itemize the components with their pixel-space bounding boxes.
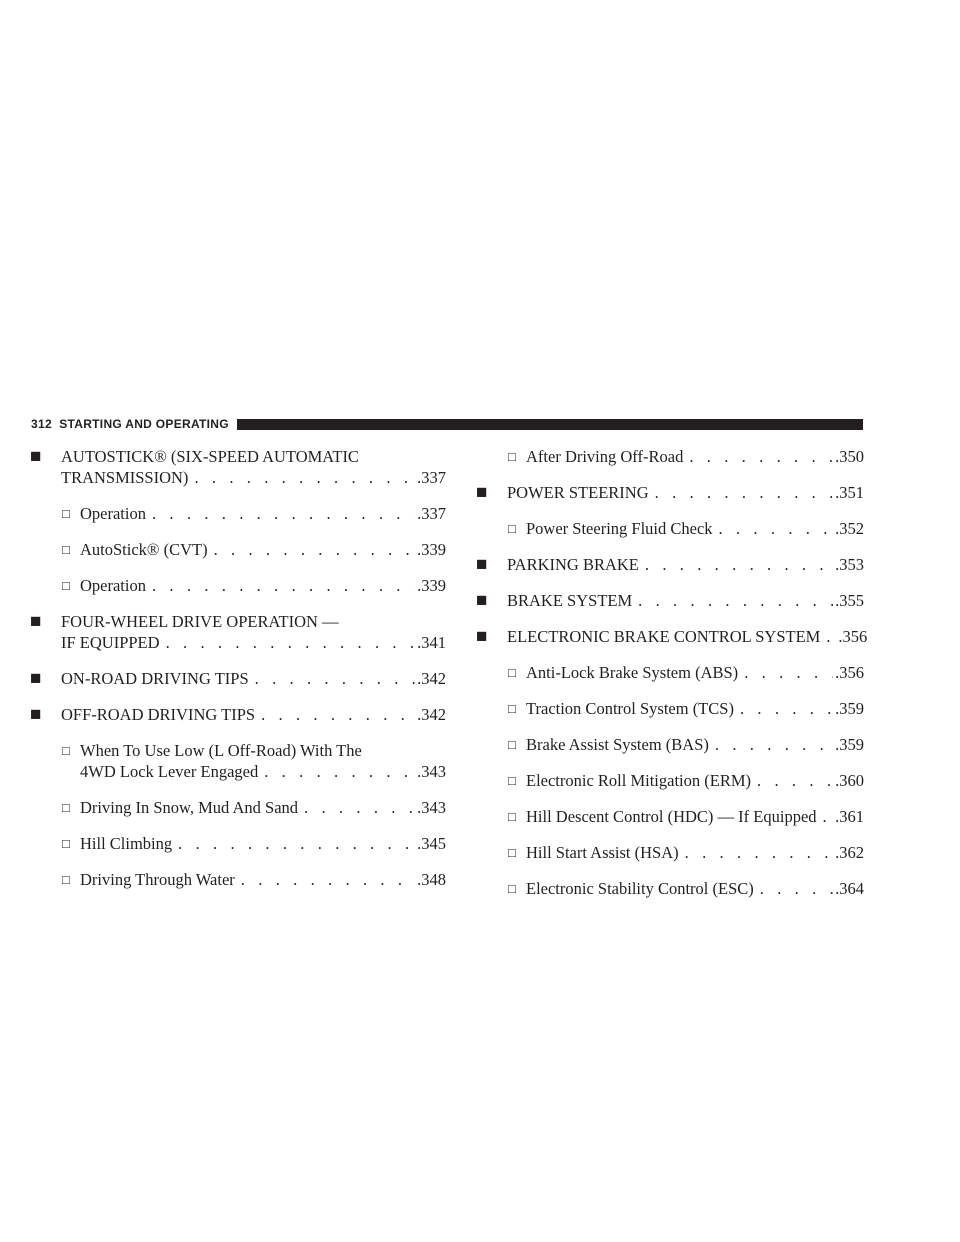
toc-page-number: .348 [417, 870, 446, 889]
toc-page-number: .360 [835, 771, 864, 790]
toc-section-entry[interactable] [30, 668, 446, 689]
dot-leader [713, 518, 834, 539]
dot-leader [632, 590, 833, 611]
hollow-square-bullet-icon: □ [62, 872, 70, 887]
hollow-square-bullet-icon: □ [62, 743, 70, 758]
toc-entry-row [526, 878, 864, 899]
toc-page-number: .355 [835, 591, 864, 610]
toc-page-number: .342 [417, 705, 446, 724]
toc-entry-row [526, 806, 864, 827]
toc-section-entry[interactable] [476, 554, 864, 575]
toc-entry-row [80, 869, 446, 890]
hollow-square-bullet-icon: □ [508, 737, 516, 752]
toc-page-number: .350 [835, 447, 864, 466]
toc-section-entry[interactable] [476, 590, 864, 611]
toc-entry-row [80, 503, 446, 524]
toc-entry-row [526, 734, 864, 755]
toc-entry-row [80, 539, 446, 560]
dot-leader [258, 761, 415, 782]
toc-entry-title-line1: When To Use Low (L Off-Road) With The [80, 741, 362, 760]
hollow-square-bullet-icon: □ [62, 836, 70, 851]
toc-page-number: .356 [835, 663, 864, 682]
toc-entry-row [80, 575, 446, 596]
toc-page-number: .343 [417, 798, 446, 817]
toc-entry-row [80, 797, 446, 818]
toc-entry-title: ELECTRONIC BRAKE CONTROL SYSTEM [507, 627, 821, 646]
toc-entry-title: Hill Descent Control (HDC) — If Equipped [526, 807, 817, 826]
dot-leader [817, 806, 834, 827]
toc-subsection-entry[interactable] [476, 446, 864, 467]
toc-entry-title: POWER STEERING [507, 483, 649, 502]
dot-leader [639, 554, 833, 575]
page-header [31, 416, 863, 432]
hollow-square-bullet-icon: □ [62, 578, 70, 593]
toc-entry-title: Anti-Lock Brake System (ABS) [526, 663, 739, 682]
hollow-square-bullet-icon: □ [508, 521, 516, 536]
toc-subsection-entry[interactable] [476, 518, 864, 539]
toc-entry-title: Hill Climbing [80, 834, 173, 853]
dot-leader [172, 833, 415, 854]
toc-page-number: .342 [417, 669, 446, 688]
toc-page-number: .343 [417, 762, 446, 781]
toc-section-entry[interactable] [476, 626, 868, 647]
toc-section-entry[interactable] [30, 446, 446, 488]
toc-entry-title-line1: AUTOSTICK® (SIX-SPEED AUTOMATIC [61, 447, 359, 466]
toc-section-entry[interactable] [30, 704, 446, 725]
filled-square-bullet-icon: ■ [476, 626, 488, 647]
toc-entry-row [526, 698, 864, 719]
toc-page-number: .337 [417, 468, 446, 487]
toc-page-number: .364 [835, 879, 864, 898]
toc-entry-row [526, 446, 864, 467]
toc-entry-row [526, 518, 864, 539]
toc-page-number: .359 [835, 699, 864, 718]
filled-square-bullet-icon: ■ [476, 554, 488, 575]
hollow-square-bullet-icon: □ [508, 449, 516, 464]
toc-entry-title: After Driving Off-Road [526, 447, 684, 466]
dot-leader [820, 626, 836, 647]
toc-right-column [476, 446, 868, 914]
dot-leader [235, 869, 415, 890]
toc-page-number: .356 [838, 627, 868, 646]
toc-entry-title: Driving Through Water [80, 870, 235, 889]
hollow-square-bullet-icon: □ [508, 845, 516, 860]
toc-entry-row [507, 590, 864, 611]
toc-entry-row [61, 632, 446, 653]
toc-entry-title-line1: FOUR-WHEEL DRIVE OPERATION — [61, 612, 339, 631]
page-header-text [31, 417, 237, 431]
toc-entry-row [507, 554, 864, 575]
toc-entry-row [61, 704, 446, 725]
toc-page-number: .341 [417, 633, 446, 652]
toc-subsection-entry[interactable] [476, 842, 864, 863]
toc-subsection-entry[interactable] [30, 503, 446, 524]
toc-subsection-entry[interactable] [30, 833, 446, 854]
toc-entry-title: AutoStick® (CVT) [80, 540, 208, 559]
dot-leader [751, 770, 833, 791]
dot-leader [160, 632, 416, 653]
hollow-square-bullet-icon: □ [508, 881, 516, 896]
dot-leader [738, 662, 833, 683]
toc-entry-title: OFF-ROAD DRIVING TIPS [61, 705, 256, 724]
hollow-square-bullet-icon: □ [508, 701, 516, 716]
toc-entry-title: Operation [80, 576, 146, 595]
toc-entry-title: 4WD Lock Lever Engaged [80, 762, 259, 781]
toc-entry-row [507, 626, 868, 647]
toc-page-number: .339 [417, 576, 446, 595]
dot-leader [683, 446, 833, 467]
toc-page-number: .351 [835, 483, 864, 502]
hollow-square-bullet-icon: □ [62, 542, 70, 557]
toc-section-entry[interactable] [30, 611, 446, 653]
page-number: 312 [31, 417, 52, 431]
toc-entry-title: BRAKE SYSTEM [507, 591, 633, 610]
header-rule [237, 419, 863, 430]
dot-leader [679, 842, 833, 863]
toc-entry-title: IF EQUIPPED [61, 633, 160, 652]
filled-square-bullet-icon: ■ [30, 704, 42, 725]
dot-leader [208, 539, 416, 560]
dot-leader [249, 668, 416, 689]
section-title: STARTING AND OPERATING [59, 417, 229, 431]
toc-subsection-entry[interactable] [476, 878, 864, 899]
dot-leader [754, 878, 833, 899]
toc-entry-row [61, 668, 446, 689]
toc-entry-title: Hill Start Assist (HSA) [526, 843, 679, 862]
toc-entry-title: Traction Control System (TCS) [526, 699, 734, 718]
toc-subsection-entry[interactable] [30, 575, 446, 596]
toc-subsection-entry[interactable] [30, 869, 446, 890]
toc-entry-title: Electronic Stability Control (ESC) [526, 879, 754, 898]
toc-entry-row [526, 662, 864, 683]
toc-entry-title: Brake Assist System (BAS) [526, 735, 709, 754]
toc-page-number: .361 [835, 807, 864, 826]
toc-subsection-entry[interactable] [476, 734, 864, 755]
toc-page-number: .352 [835, 519, 864, 538]
toc-entry-title: Operation [80, 504, 146, 523]
toc-subsection-entry[interactable] [476, 698, 864, 719]
dot-leader [188, 467, 415, 488]
hollow-square-bullet-icon: □ [508, 773, 516, 788]
toc-subsection-entry[interactable] [30, 539, 446, 560]
toc-page-number: .345 [417, 834, 446, 853]
toc-entry-title: Power Steering Fluid Check [526, 519, 713, 538]
hollow-square-bullet-icon: □ [508, 665, 516, 680]
dot-leader [146, 503, 415, 524]
toc-section-entry[interactable] [476, 482, 864, 503]
dot-leader [709, 734, 833, 755]
toc-entry-row [507, 482, 864, 503]
toc-page-number: .337 [417, 504, 446, 523]
toc-left-column [30, 446, 446, 905]
toc-subsection-entry[interactable] [476, 662, 864, 683]
hollow-square-bullet-icon: □ [62, 506, 70, 521]
filled-square-bullet-icon: ■ [30, 446, 42, 467]
filled-square-bullet-icon: ■ [476, 590, 488, 611]
toc-entry-title: TRANSMISSION) [61, 468, 189, 487]
toc-subsection-entry[interactable] [30, 797, 446, 818]
dot-leader [146, 575, 415, 596]
filled-square-bullet-icon: ■ [30, 668, 42, 689]
dot-leader [298, 797, 415, 818]
toc-entry-row [526, 770, 864, 791]
dot-leader [734, 698, 833, 719]
dot-leader [255, 704, 415, 725]
toc-subsection-entry[interactable] [476, 770, 864, 791]
toc-entry-row [80, 833, 446, 854]
toc-subsection-entry[interactable] [30, 740, 446, 782]
toc-entry-title: ON-ROAD DRIVING TIPS [61, 669, 249, 688]
toc-subsection-entry[interactable] [476, 806, 864, 827]
toc-page-number: .359 [835, 735, 864, 754]
toc-page-number: .353 [835, 555, 864, 574]
dot-leader [649, 482, 834, 503]
toc-page-number: .362 [835, 843, 864, 862]
filled-square-bullet-icon: ■ [476, 482, 488, 503]
toc-entry-title: Electronic Roll Mitigation (ERM) [526, 771, 752, 790]
filled-square-bullet-icon: ■ [30, 611, 42, 632]
toc-entry-row [526, 842, 864, 863]
hollow-square-bullet-icon: □ [508, 809, 516, 824]
toc-entry-title: Driving In Snow, Mud And Sand [80, 798, 299, 817]
toc-entry-row [61, 467, 446, 488]
toc-page-number: .339 [417, 540, 446, 559]
toc-entry-title: PARKING BRAKE [507, 555, 639, 574]
toc-entry-row [80, 761, 446, 782]
hollow-square-bullet-icon: □ [62, 800, 70, 815]
